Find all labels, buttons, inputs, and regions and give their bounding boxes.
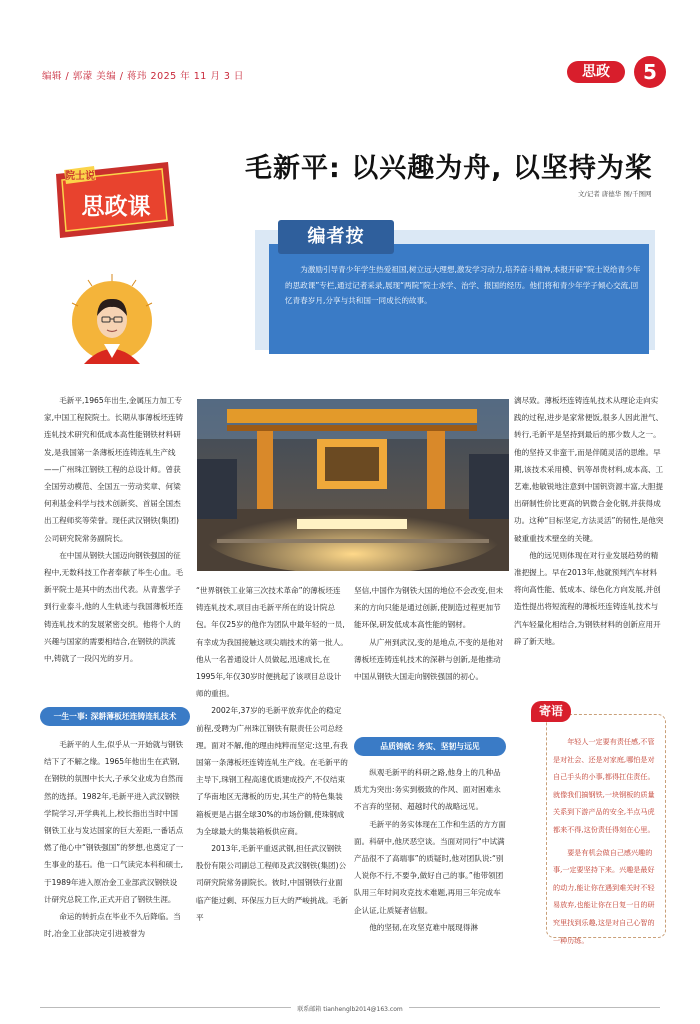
paragraph: 毛新平的务实体现在工作和生活的方方面面。科研中,他厌恶空谈。当面对同行“中试满产品很不了高端事”的质疑时,他对团队说:“别人说你不行,不要争,做好自己的事。”他带领团队用三年时间攻克技术难题,再用三年完成车企认证,让质疑者信服。 xyxy=(354,819,506,915)
paragraph: 从广州到武汉,变的是地点,不变的是他对薄板坯连铸连轧技术的深耕与创新,是他推动中国从钢铁大国走向钢铁强国的初心。 xyxy=(354,637,504,682)
message-text xyxy=(553,733,659,954)
paragraph: 漓尽致。薄板坯连铸连轧技术从理论走向实践的过程,进步是家常便饭,很多人因此泄气、转行,毛新平是坚持到最后的那少数人之一。他的坚持又非蛮干,而是伴随灵活的思维。早期,该技术采用模、钒等昂贵材料,成本高、工艺难,他敏锐地注意到中国钒资源丰富,大胆提出研制性价比更高的钒微合金化钢,并获得成功。这种“目标坚定,方法灵活”的韧性,是他突破重重技术壁垒的关键。 xyxy=(514,396,664,543)
paragraph: 他的远见则体现在对行业发展趋势的精准把握上。早在2013年,他就预判汽车材料将向高性能、低成本、绿色化方向发展,并创造性提出将短流程的薄板坯连铸连轧技术与汽车轻量化相结合,为钢铁材料的创新应用开辟了新天地。 xyxy=(514,550,661,646)
paragraph: 命运的转折点在毕业不久后降临。当时,冶金工业部决定引进被誉为 xyxy=(44,912,181,939)
subheading-1: 一生一事: 深耕薄板坯连铸连轧技术 xyxy=(40,707,190,726)
paragraph: 坚信,中国作为钢铁大国的地位不会改变,但未来的方向只能是通过创新,使制造过程更加节能环保,研发低成本高性能的钢材。 xyxy=(354,586,504,630)
column-1-body xyxy=(44,736,184,942)
article-title: 毛新平: 以兴趣为舟, 以坚持为桨 xyxy=(245,153,653,184)
section-tab: 思政 xyxy=(567,61,625,83)
editor-note-text: 为激励引导青少年学生热爱祖国,树立远大理想,激发学习动力,培养奋斗精神,本报开辟“院士说给青少年的思政课”专栏,通过记者采录,展现“两院”院士求学、治学、报国的经历。他们将和青少年学子倾心交流,回忆青春岁月,分享与共和国一同成长的故事。 xyxy=(285,265,641,306)
column-1-intro xyxy=(44,392,184,667)
column-4 xyxy=(514,392,664,650)
message-paragraph: 要是有机会做自己感兴趣的事,一定要坚持下来。兴趣是最好的动力,能让你在遇到难关时不轻易放弃,也能让你在日复一日的研究里找到乐趣,这是对自己心智的一种历练。 xyxy=(553,847,655,945)
column-logo xyxy=(50,160,178,242)
message-paragraph: 年轻人一定要有责任感,不管是对社会、还是对家庭,哪怕是对自己手头的小事,都得扛住责任。就像我们搞钢铁,一块钢板的质量关系到下游产品的安全,半点马虎都来不得,这份责任得刻在心里。 xyxy=(553,737,655,834)
footer-text: 联系邮箱 tianhenglb2014@163.com xyxy=(291,1006,408,1013)
footer-contact xyxy=(0,1004,700,1013)
issue-meta: 编辑 / 郭濛 美编 / 蒋玮 2025 年 11 月 3 日 xyxy=(42,71,244,82)
column-3-top xyxy=(354,582,506,685)
paragraph: 纵观毛新平的科研之路,他身上的几种品质尤为突出:务实到极致的作风、面对困难永不言弃的坚韧、超越时代的战略远见。 xyxy=(354,768,501,812)
article-byline: 文/记者 唐德华 图/千图网 xyxy=(578,190,652,198)
steel-mill-photo xyxy=(197,399,509,571)
editor-note-label: 编者按 xyxy=(278,220,394,254)
paragraph: 他的坚韧,在攻坚克难中展现得淋 xyxy=(369,922,478,932)
column-3-body xyxy=(354,764,506,936)
logo-line2: 思政课 xyxy=(81,194,151,220)
portrait-avatar xyxy=(70,272,154,370)
page-number: 5 xyxy=(634,56,666,88)
paragraph: 毛新平,1965年出生,金属压力加工专家,中国工程院院士。长期从事薄板坯连铸连轧技术研究和低成本高性能钢铁材料研发,是我国第一条薄板坯连铸连轧生产线——广州珠江钢铁工程的总设计师。曾获全国劳动模范、全国五一劳动奖章、何梁何利基金科学与技术创新奖、首届全国杰出工程师奖等荣誉。现任武汉钢铁(集团)公司研究院常务副院长。 xyxy=(44,396,184,543)
paragraph: 在中国从钢铁大国迈向钢铁强国的征程中,无数科技工作者奉献了毕生心血。毛新平院士是其中的杰出代表。从青葱学子到行业泰斗,他的人生轨迹与我国薄板坯连铸连轧技术的发展紧密交织。他将个人的兴趣与国家的需要相结合,在钢铁的洪流中,铸就了一段闪光的岁月。 xyxy=(44,550,184,664)
subheading-2: 品质铸就: 务实、坚韧与远见 xyxy=(354,737,506,756)
logo-line1: 院士说 xyxy=(65,171,95,182)
paragraph: 2013年,毛新平重返武钢,担任武汉钢铁股份有限公司副总工程师及武汉钢铁(集团)公司研究院常务副院长。彼时,中国钢铁行业面临产能过剩、环保压力巨大的严峻挑战。毛新平 xyxy=(196,844,348,922)
paragraph: “世界钢铁工业第三次技术革命”的薄板坯连铸连轧技术,项目由毛新平所在的设计院总包。年仅25岁的他作为团队中最年轻的一员,有幸成为我国接触这项尖端技术的第一批人。他从一名普通设计人员做起,迅速成长,在1995年,年仅30岁时便挑起了该项目总设计师的重担。 xyxy=(196,586,348,699)
paragraph: 毛新平的人生,似乎从一开始就与钢铁结下了不解之缘。1965年他出生在武钢,在钢铁的氛围中长大,子承父业成为自然而然的选择。1982年,毛新平进入武汉钢铁学院学习,开学典礼上,校长指出当时中国钢铁工业与发达国家的巨大差距,一番话点燃了他心中“钢铁强国”的梦想,也奠定了一生事业的基石。他一口气读完本科和硕士,于1989年进入原冶金工业部武汉钢铁设计研究总院工作,正式开启了钢铁生涯。 xyxy=(44,740,184,904)
message-label: 寄语 xyxy=(531,701,571,722)
column-2 xyxy=(196,582,348,926)
paragraph: 2002年,37岁的毛新平放弃优企的稳定前程,受聘为广州珠江钢铁有限责任公司总经理。面对不解,他的理由纯粹而坚定:这里,有我国第一条薄板坯连铸连轧生产线。在毛新平的主导下,珠钢工程高速优质建成投产,不仅结束了华南地区无薄板的历史,其生产的特色集装箱板更是占据全球30%的市场份额,使珠钢成为全球最大的集装箱板供应商。 xyxy=(196,706,348,836)
